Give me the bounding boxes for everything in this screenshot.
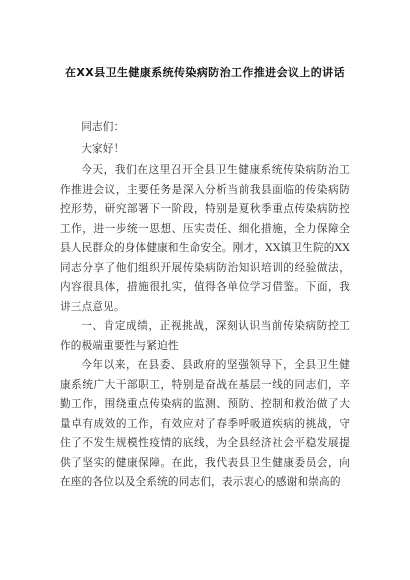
document-title: 在XX县卫生健康系统传染病防治工作推进会议上的讲话 (65, 66, 345, 79)
greeting: 大家好！ (81, 142, 125, 155)
salutation: 同志们： (81, 121, 125, 133)
paragraph-achievements: 今年以来，在县委、县政府的坚强领导下，全县卫生健康系统广大干部职工，特别是奋战在基层一线的同志们，辛勤工作，围绕重点传染病的监测、预防、控制和救治做了大量卓有成效的工作，有效应对了春季呼吸道疾病的挑战，守住了不发生规模性疫情的底线，为全县经济社会平稳发展提供了坚实的健康保障。在此，我代表县卫生健康委员会，向在座的各位以及全系统的同志们，表示衷心的感谢和崇高的 (60, 359, 350, 488)
document-body (60, 118, 350, 493)
section-heading-1: 一、肯定成绩，正视挑战，深刻认识当前传染病防控工作的极端重要性与紧迫性 (60, 320, 350, 352)
paragraph-intro: 今天，我们在这里召开全县卫生健康系统传染病防治工作推进会议，主要任务是深入分析当前我县面临的传染病防控形势，研究部署下一阶段，特别是夏秋季重点传染病防控工作，进一步统一思想、压实责任、细化措施，全力保障全县人民群众的身体健康和生命安全。刚才，XX镇卫生院的XX同志分享了他们组织开展传染病防治知识培训的经验做法，内容很具体，措施很扎实，值得各单位学习借鉴。下面，我讲三点意见。 (60, 164, 351, 313)
